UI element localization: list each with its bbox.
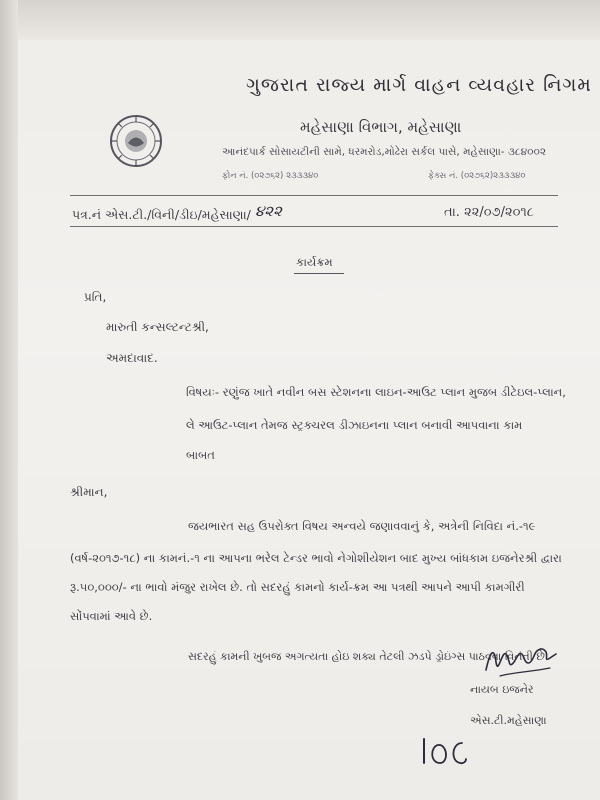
reference-label: પત્ર.નં એસ.ટી./વિની/ડીઇ/મહેસાણા/ <box>72 207 251 222</box>
scan-left-edge <box>0 0 18 800</box>
reference-number: ૪૨૨ <box>255 202 282 220</box>
salutation: શ્રીમાન, <box>70 485 108 499</box>
signatory-office: એસ.ટી.મહેસાણા <box>470 714 547 727</box>
letter-date: તા. ૨૨/૦૭/૨૦૧૮ <box>444 205 534 220</box>
heading-underline <box>294 273 344 274</box>
phone-number: ફોન નં. (૦૨૭૬૨) ૨૩૩૩૪૦ <box>222 171 319 181</box>
subject-line-1: વિષયઃ- રણુંજ ખાતે નવીન બસ સ્ટેશનના લાઇન-આઉટ પ્લાન મુજબ ડીટેઇલ-પ્લાન, <box>186 385 566 399</box>
letterhead-divider-top <box>70 195 558 196</box>
organization-name: ગુજરાત રાજ્ય માર્ગ વાહન વ્યવહાર નિગમ <box>246 74 592 96</box>
letterhead-divider-bottom <box>70 226 558 227</box>
subject-line-2: લે આઉટ-પ્લાન તેમજ સ્ટ્રક્ચરલ ડીઝાઇનના પ્લાન બનાવી આપવાના કામ <box>186 418 523 432</box>
closing-request: સદરહું કામની ખુબજ અગત્યતા હોઇ શક્ય તેટલી ઝડપે ડ્રોઇંગ્સ પાઠવવા વિનંતી છે. <box>188 650 549 663</box>
fax-number: ફેક્સ નં. (૦૨૭૬૨)૨૩૩૩૪૦ <box>428 171 526 181</box>
body-line-3: રૂ.૫૦,૦૦૦/- ના ભાવો મંજુર રાખેલ છે. તો સદરહું કામનો કાર્ય-ક્રમ આ પત્રથી આપને આપી કામગીરી <box>70 580 525 594</box>
recipient-prefix: પ્રતિ, <box>84 290 107 304</box>
office-address: આનંદપાર્ક સોસાયટીની સામે, ધરમરોડ,મોઢેરા સર્કલ પાસે, મહેસાણા- ૩૮૪૦૦૨ <box>222 146 546 158</box>
body-line-2: (વર્ષ-૨૦૧૭-૧૮) ના કામનં.-૧ ના આપના ભરેલ ટેન્ડર ભાવો નેગોશીયેશન બાદ મુખ્ય બાંધકામ ઇજનેરશ્રી દ્વારા <box>70 551 562 565</box>
recipient-name: મારુતી કન્સલ્ટન્ટશ્રી, <box>106 320 209 334</box>
scan-top-shadow <box>0 0 600 40</box>
recipient-city: અમદાવાદ. <box>106 351 158 365</box>
subject-line-3: બાબત <box>186 448 215 462</box>
gsrtc-emblem-icon <box>108 112 164 170</box>
document-heading: કાર્યક્રમ <box>296 255 333 269</box>
body-line-1: જયભારત સહ ઉપરોક્ત વિષય અન્વયે જણાવવાનું કે, અત્રેની નિવિદા નં.-૧૯ <box>188 519 536 533</box>
handwritten-signature-icon <box>480 636 560 686</box>
handwritten-ok-mark-icon <box>418 731 470 771</box>
body-line-4: સોંપવામાં આવે છે. <box>70 609 153 623</box>
signatory-title: નાયબ ઇજનેર <box>470 683 534 696</box>
division-name: મહેસાણા વિભાગ, મહેસાણા <box>300 118 462 136</box>
